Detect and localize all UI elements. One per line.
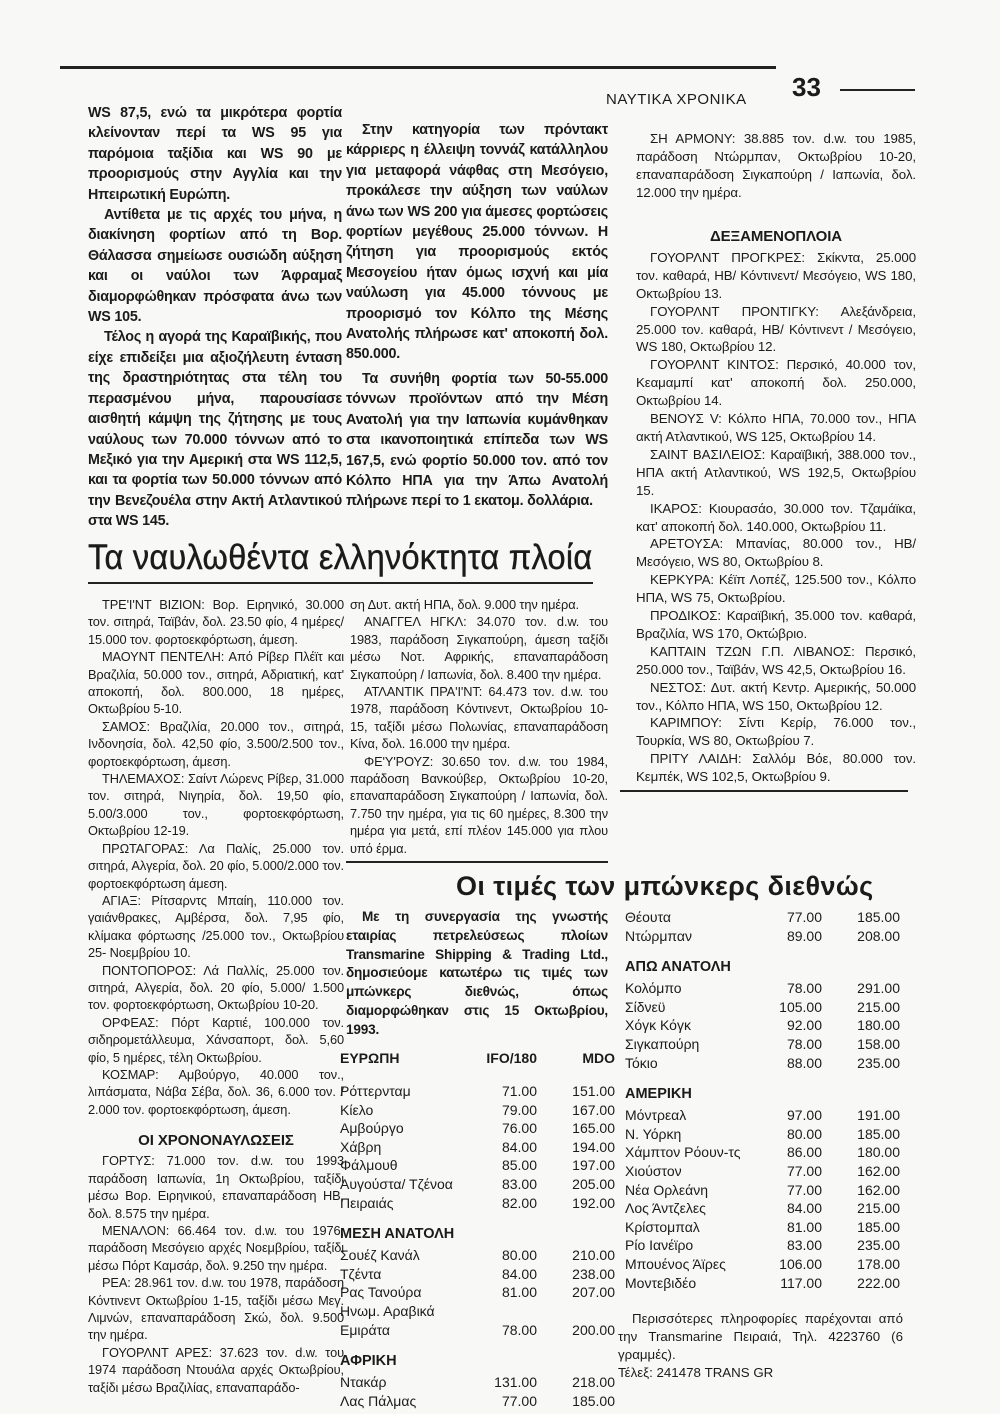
mdo-price: 215.00 [857, 998, 900, 1015]
market-paragraph: WS 87,5, ενώ τα μικρότερα φορτία κλείνονταν περί τα WS 95 για παρόμοια ταξίδια και WS 90 με προορισμούς στην Αγγλία και την Ηπειρωτική Ευρώπη. [88, 105, 342, 203]
ifo-price: 84.00 [501, 1265, 537, 1282]
region-heading: ΑΦΡΙΚΗ [340, 1353, 397, 1370]
mdo-price: 180.00 [857, 1144, 900, 1161]
time-charters-right [636, 130, 916, 202]
tanker-entry: ΚΑΠΤΑΙΝ ΤΖΩΝ Γ.Π. ΛΙΒΑΝΟΣ: Περσικό, 250.000 τον., Ταϊβάν, WS 42,5, Οκτωβρίου 16. [636, 643, 916, 677]
price-row [625, 979, 900, 998]
ifo-price: 78.00 [501, 1321, 537, 1338]
ifo-price: 78.00 [786, 1035, 822, 1052]
fixture-entry: ΜΑΟΥΝΤ ΠΕΝΤΕΛΗ: Από Ρίβερ Πλέϊτ και Βραζιλία, 50.000 τον., σιτηρά, Αδριατική, κατ' αποκοπή, δολ. 800.000, 18 ημέρες, Οκτωβρίου 5-10. [88, 649, 344, 717]
port-name: Θέουτα [625, 909, 671, 925]
bunker-intro-text: Με τη συνεργασία της γνωστής εταιρίας πετρελεύσεως πλοίων Transmarine Shipping & Trading Ltd., δημοσιεύομε κατωτέρω τις τιμές των μπώνκερς διεθνώς, όπως διαμορφώθηκαν στις 15 Οκτωβρίου, 1993. [346, 909, 608, 1037]
port-name: Λος Άντζελες [625, 1200, 706, 1217]
port-name: Λας Πάλμας [340, 1392, 417, 1409]
tanker-entry: ΒΕΝΟΥΣ V: Κόλπο ΗΠΑ, 70.000 τον., ΗΠΑ ακτή Ατλαντικού, WS 125, Οκτωβρίου 14. [636, 411, 916, 444]
fixture-entry: ΤΡΕ'Ι'ΝΤ ΒΙΖΙΟΝ: Βορ. Ειρηνικό, 30.000 τον. σιτηρά, Ταϊβάν, δολ. 23.50 φίο, 4 ημέρες/ 15.000 τον. φορτοεκφόρτωση, άμεση. [88, 597, 344, 647]
mdo-price: 207.00 [572, 1284, 615, 1301]
mdo-price: 151.00 [572, 1083, 615, 1099]
tanker-entry: ΚΑΡΙΜΠΟΥ: Σίντι Κερίρ, 76.000 τον., Τουρκία, WS 80, Οκτωβρίου 7. [636, 715, 916, 749]
headline-rule [88, 582, 593, 584]
ifo-price: 81.00 [786, 1218, 822, 1235]
publication-name: ΝΑΥΤΙΚΑ ΧΡΟΝΙΚΑ [606, 91, 747, 108]
price-row [625, 1054, 900, 1073]
fixture-entry: ΠΟΝΤΟΠΟΡΟΣ: Λά Παλλίς, 25.000 τον. σιτηρά, Αλγερία, δολ. 20 φίο, 5.000/ 1.500 τον. φορτοεκφόρτωση, Οκτωβρίου 10-20. [88, 962, 344, 1013]
tankers-list [636, 249, 916, 786]
mdo-price: 167.00 [572, 1101, 615, 1118]
charter-entry: ΦΕ'Υ'ΡΟΥΖ: 30.650 τον. d.w. του 1984, παράδοση Βανκούβερ, Οκτωβρίου 10-20, επαναπαράδοση Σιγκαπούρη / Ιαπωνία, δολ. 7.750 την ημέρα, για τις 60 ημέρες, 8.300 την ημέρα για μετά, επί πλέον 145.000 για πλου υπό έρμα. [350, 753, 608, 856]
ifo-price: 83.00 [501, 1175, 537, 1192]
mdo-price: 197.00 [572, 1157, 615, 1174]
mdo-price: 185.00 [857, 1125, 900, 1142]
market-report-col1 [88, 103, 342, 532]
mdo-price: 218.00 [572, 1374, 615, 1391]
mdo-price: 192.00 [572, 1194, 615, 1211]
market-report-col2 [346, 120, 608, 512]
mdo-price: 165.00 [572, 1120, 615, 1137]
ifo-price: 77.00 [501, 1392, 537, 1409]
page-number: 33 [792, 72, 821, 102]
fixture-entry: ΑΓΙΑΞ: Ρίτσαρντς Μπαίη, 110.000 τον. γαιάνθρακες, Αμβέρσα, δολ. 7,95 φίο, κλίμακα φόρτωσης /25.000 τον., Οκτωβρίου 25- Νοεμβρίου 10. [88, 892, 344, 961]
port-name: Σιγκαπούρη [625, 1035, 700, 1052]
market-paragraph: Στην κατηγορία των πρόντακτ κάρριερς η έλλειψη τοννάζ κατάλληλου για μεταφορά νάφθας στη Μεσόγειο, προκάλεσε την αύξηση των ναύλων άνω των WS 200 για άμεσες φορτώσεις φορτίων μεγέθους 25.000 τόννων. Η ζήτηση για προορισμούς εκτός Μεσογείου ήταν όμως ισχνή και μία ναύλωση για 45.000 τόννους με προορισμό τον Κόλπο της Μέσης Ανατολής πλήρωσε κατ' αποκοπή δολ. 850.000. [346, 122, 608, 363]
price-row [625, 1199, 900, 1218]
price-row [340, 1283, 615, 1302]
ifo-price: 78.00 [786, 980, 822, 997]
market-paragraph: Αντίθετα με τις αρχές του μήνα, η διακίνηση φορτίων από τη Βορ. Θάλασσα σημείωσε ουσιώδη αύξηση και οι ναύλοι των Άφραμαξ διαμορφώθηκαν πρόσφατα άνω των WS 105. [88, 207, 342, 326]
price-row [340, 1392, 615, 1411]
port-name: Ρας Τανούρα [340, 1284, 422, 1301]
ifo-price: 86.00 [786, 1144, 822, 1161]
mdo-price: 185.00 [857, 909, 900, 925]
bunker-table-left [340, 1050, 615, 1410]
charter-entry: ΑΤΛΑΝΤΙΚ ΠΡΑ'Ι'ΝΤ: 64.473 τον. d.w. του 1978, παράδοση Κόντινεντ, Οκτωβρίου 10-15, ταξίδι μέσω Πολωνίας, επαναπαράδοση Κίνα, δολ. 16.000 την ημέρα. [350, 684, 608, 752]
port-name: Ντακάρ [340, 1374, 387, 1391]
charter-entry: ΓΟΡΤΥΣ: 71.000 τον. d.w. του 1993 παράδοση Ιαπωνία, 1η Οκτωβρίου, ταξίδι μέσω Βορ. Ειρηνικού, επαναπαράδοση ΗΒ, δολ. 8.575 την ημέρα. [88, 1153, 344, 1221]
bunker-left-rows [340, 1082, 615, 1410]
price-row [625, 1181, 900, 1200]
ifo-price: 80.00 [786, 1125, 822, 1142]
ifo-price: 80.00 [501, 1247, 537, 1264]
charter-entry: ΡΕΑ: 28.961 τον. d.w. του 1978, παράδοση Κόντινεντ Οκτωβρίου 1-15, ταξίδι μέσω Μεγ. Λιμνών, επαναπαράδοση Σκώ, δολ. 9.500 την ημέρα. [88, 1275, 344, 1343]
ifo-price: 84.00 [501, 1138, 537, 1155]
mdo-price: 222.00 [857, 1274, 900, 1291]
bunker-table-right [625, 908, 900, 1292]
bunker-footer-telex: Τέλεξ: 241478 TRANS GR [618, 1365, 774, 1380]
time-charters-heading: ΟΙ ΧΡΟΝΟΝΑΥΛΩΣΕΙΣ [138, 1132, 294, 1149]
market-paragraph: Τα συνήθη φορτία των 50-55.000 τόννων προϊόντων από την Μέση Ανατολή για την Ιαπωνία κυμάνθηκαν στα ικανοποιητικά επίπεδα των WS 167,5, ενώ φορτίο 50.000 τον. από τον Κόλπο ΗΠΑ για την Άπω Ανατολή πλήρωνε περί το 1 εκατομ. δολλάρια. [346, 370, 608, 510]
port-name: Ηνωμ. Αραβικά Εμιράτα [340, 1302, 435, 1338]
port-name: Μοντεβιδέο [625, 1274, 697, 1291]
price-row [625, 1035, 900, 1054]
tanker-entry: ΓΟΥΟΡΛΝΤ ΚΙΝΤΟΣ: Περσικό, 40.000 τον, Κεαμαμπί κατ' αποκοπή δολ. 250.000, Οκτωβρίου 14. [636, 357, 916, 409]
tanker-entry: ΚΕΡΚΥΡΑ: Κέϊπ Λοπέζ, 125.500 τον., Κόλπο ΗΠΑ, WS 75, Οκτωβρίου. [636, 572, 916, 606]
price-row [340, 1082, 615, 1101]
price-row [340, 1101, 615, 1120]
fixture-entry: ΠΡΩΤΑΓΟΡΑΣ: Λα Παλίς, 25.000 τον. σιτηρά, Αλγερία, δολ. 20 φίο, 5.000/2.000 τον. φορτοεκφόρτωση άμεση. [88, 840, 344, 891]
price-row [340, 1138, 615, 1157]
charter-entry: ΓΟΥΟΡΛΝΤ ΑΡΕΣ: 37.623 τον. d.w. του 1974 παράδοση Ντουάλα αρχές Οκτωβρίου, ταξίδι μέσω Βραζιλίας, επαναπαράδο- [88, 1344, 344, 1395]
price-row [340, 1373, 615, 1392]
middle-bottom-rule [346, 861, 608, 863]
tanker-entry: ΝΕΣΤΟΣ: Δυτ. ακτή Κεντρ. Αμερικής, 50.000 τον., Κόλπο ΗΠΑ, WS 150, Οκτωβρίου 12. [636, 679, 916, 713]
mdo-price: 185.00 [572, 1392, 615, 1409]
port-name: Ρόττερνταμ [340, 1083, 411, 1099]
price-row [625, 927, 900, 946]
ifo-price: 105.00 [779, 998, 822, 1015]
ifo-price: 77.00 [786, 1181, 822, 1198]
tanker-entry: ΓΟΥΟΡΛΝΤ ΠΡΟΓΚΡΕΣ: Σκίκντα, 25.000 τον. καθαρά, ΗΒ/ Κόντινεντ/ Μεσόγειο, WS 180, Οκτωβρίου 13. [636, 249, 916, 301]
time-charters-left-list [88, 1152, 344, 1396]
bunker-title: Οι τιμές των μπώνκερς διεθνώς [456, 871, 874, 901]
price-row [340, 1302, 615, 1339]
price-row [340, 1246, 615, 1265]
charter-continuation: ση Δυτ. ακτή ΗΠΑ, δολ. 9.000 την ημέρα. [350, 597, 579, 612]
port-name: Αυγούστα/ Τζένοα [340, 1175, 453, 1192]
region-europe-heading: ΕΥΡΩΠΗ [340, 1050, 400, 1066]
port-name: Φάλμουθ [340, 1157, 398, 1174]
tanker-entry: ΙΚΑΡΟΣ: Κιουρασάο, 30.000 τον. Τζαμάϊκα, κατ' αποκοπή δολ. 140.000, Οκτωβρίου 11. [636, 500, 916, 534]
port-name: Μπουένος Άϊρες [625, 1255, 726, 1272]
port-name: Σουέζ Κανάλ [340, 1247, 420, 1264]
page-headline: Τα ναυλωθέντα ελληνόκτητα πλοία [88, 538, 593, 577]
ifo-price: 71.00 [501, 1083, 537, 1099]
ifo-price: 84.00 [786, 1200, 822, 1217]
price-row [340, 1119, 615, 1138]
mdo-price: 185.00 [857, 1218, 900, 1235]
ifo-price: 81.00 [501, 1284, 537, 1301]
time-charters-middle [350, 596, 608, 857]
ifo-price: 92.00 [786, 1017, 822, 1034]
bunker-footer-info: Περισσότερες πληροφορίες παρέχονται από την Transmarine Πειραιά, Τηλ. 4223760 (6 γραμμές). [618, 1311, 903, 1362]
ifo-price: 97.00 [786, 1107, 822, 1124]
region-heading: ΑΠΩ ΑΝΑΤΟΛΗ [625, 959, 731, 976]
bunker-table-header [340, 1050, 615, 1066]
mdo-price: 205.00 [572, 1175, 615, 1192]
price-row [340, 1265, 615, 1284]
charter-entry: ΜΕΝΑΛΟΝ: 66.464 τον. d.w. του 1976, παράδοση Μεσόγειο αρχές Νοεμβρίου, ταξίδι μέσω Πόρτ Καμσάρ, δολ. 9.250 την ημέρα. [88, 1223, 344, 1273]
price-row [625, 1106, 900, 1125]
ifo-price: 89.00 [786, 927, 822, 944]
port-name: Χάβρη [340, 1138, 382, 1155]
price-row [625, 1236, 900, 1255]
dry-fixtures-list [88, 596, 344, 1118]
bunker-intro [346, 908, 608, 1040]
fixture-entry: ΤΗΛΕΜΑΧΟΣ: Σαίντ Λώρενς Ρίβερ, 31.000 τον. σιτηρά, Νιγηρία, δολ. 19,50 φίο, 5.00/3.000 τον., φορτοεκφόρτωση, Οκτωβρίου 12-19. [88, 771, 344, 839]
time-charters-section [88, 1132, 344, 1396]
ifo-price: 77.00 [786, 909, 822, 925]
port-name: Κρίστομπαλ [625, 1218, 700, 1235]
port-name: Χόγκ Κόγκ [625, 1017, 691, 1034]
ifo-price: 76.00 [501, 1120, 537, 1137]
port-name: Ν. Υόρκη [625, 1125, 682, 1142]
port-name: Κολόμπο [625, 980, 682, 997]
ifo-price: 117.00 [780, 1274, 822, 1291]
port-name: Τόκιο [625, 1054, 658, 1071]
ifo-price: 77.00 [786, 1162, 822, 1179]
tanker-entry: ΓΟΥΟΡΛΝΤ ΠΡΟΝΤΙΓΚΥ: Αλεξάνδρεια, 25.000 τον. καθαρά, ΗΒ/ Κόντινεντ / Μεσόγειο, WS 180, Οκτωβρίου 12. [636, 303, 916, 355]
tanker-entry: ΠΡΙΤΥ ΛΑΙΔΗ: Σαλλόμ Βόε, 80.000 τον. Κεμπέκ, WS 102,5, Οκτωβρίου 9. [636, 751, 916, 785]
ifo-price: 88.00 [786, 1054, 822, 1071]
mdo-price: 158.00 [857, 1035, 900, 1052]
price-row [625, 1255, 900, 1274]
price-row [340, 1156, 615, 1175]
mdo-price: 200.00 [572, 1321, 615, 1338]
region-heading: ΜΕΣΗ ΑΝΑΤΟΛΗ [340, 1226, 455, 1243]
ifo-price: 82.00 [501, 1194, 537, 1211]
fixture-entry: ΟΡΦΕΑΣ: Πόρτ Καρτιέ, 100.000 τον. σιδηρομετάλλευμα, Χάνσαπορτ, δολ. 5,60 φίο, 5 ημέρες, τέλη Οκτωβρίου. [88, 1014, 344, 1065]
port-name: Πειραιάς [340, 1194, 394, 1211]
tanker-entry: ΣΑΙΝΤ ΒΑΣΙΛΕΙΟΣ: Καραϊβική, 388.000 τον., ΗΠΑ ακτή Ατλαντικού, WS 192,5, Οκτωβρίου 15. [636, 446, 916, 498]
price-row [625, 1162, 900, 1181]
mdo-price: 208.00 [857, 927, 900, 944]
price-row [340, 1194, 615, 1213]
bunker-right-rows [625, 908, 900, 1292]
mdo-price: 178.00 [857, 1255, 900, 1272]
price-row [625, 1016, 900, 1035]
tankers-section [636, 228, 916, 786]
port-name: Σίδνεϋ [625, 998, 666, 1015]
header-rule-right [840, 89, 915, 91]
mdo-price: 191.00 [857, 1107, 900, 1124]
port-name: Ντώρμπαν [625, 927, 692, 944]
port-name: Ρίο Ιανέϊρο [625, 1237, 694, 1254]
region-heading: ΑΜΕΡΙΚΗ [625, 1086, 692, 1103]
tanker-entry: ΠΡΟΔΙΚΟΣ: Καραϊβική, 35.000 τον. καθαρά, Βραζιλία, WS 170, Οκτώβριο. [636, 608, 916, 641]
port-name: Κίελο [340, 1101, 374, 1118]
port-name: Νέα Ορλεάνη [625, 1181, 709, 1198]
ifo-price: 83.00 [786, 1237, 822, 1254]
mdo-price: 162.00 [857, 1162, 900, 1179]
ifo-price: 79.00 [501, 1101, 537, 1118]
port-name: Χιούστον [625, 1162, 682, 1179]
mdo-price: 210.00 [572, 1247, 615, 1264]
price-row [625, 1218, 900, 1237]
price-row [340, 1175, 615, 1194]
price-row [625, 1125, 900, 1144]
time-charters-middle-list [350, 613, 608, 857]
mdo-price: 291.00 [857, 980, 900, 997]
mdo-price: 215.00 [857, 1200, 900, 1217]
mdo-price: 180.00 [857, 1017, 900, 1034]
price-row [625, 1274, 900, 1293]
charter-entry: ΑΝΑΓΓΕΛ ΗΓΚΛ: 34.070 τον. d.w. του 1983, παράδοση Σιγκαπούρη, άμεση ταξίδι μέσω Νοτ. Αφρικής, επαναπαράδοση Σιγκαπούρη / Ιαπωνία, δολ. 8.400 την ημέρα. [350, 614, 608, 682]
fixture-entry: ΣΑΜΟΣ: Βραζιλία, 20.000 τον., σιτηρά, Ινδονησία, δολ. 42,50 φίο, 3.500/2.500 τον., φορτοεκφόρτωση, άμεση. [88, 718, 344, 769]
charter-entry: ΣΗ ΑΡΜΟΝΥ: 38.885 τον. d.w. του 1985, παράδοση Ντώρμπαν, Οκτωβρίου 10-20, επαναπαράδοση Σιγκαπούρη / Ιαπωνία, δολ. 12.000 την ημέρα. [636, 131, 916, 200]
tanker-entry: ΑΡΕΤΟΥΣΑ: Μπανίας, 80.000 τον., ΗΒ/ Μεσόγειο, WS 80, Οκτωβρίου 8. [636, 536, 916, 570]
mdo-price: 235.00 [857, 1237, 900, 1254]
port-name: Χάμπτον Ρόουν-τς [625, 1144, 741, 1161]
tankers-bottom-rule [620, 790, 908, 792]
port-name: Μόντρεαλ [625, 1107, 687, 1124]
mdo-price: 238.00 [572, 1265, 615, 1282]
mdo-price: 162.00 [857, 1181, 900, 1198]
tankers-heading: ΔΕΞΑΜΕΝΟΠΛΟΙΑ [709, 228, 843, 245]
bunker-footer [618, 1310, 903, 1382]
port-name: Τζέντα [340, 1265, 382, 1282]
ifo-price: 85.00 [501, 1157, 537, 1174]
price-row [625, 998, 900, 1017]
col-ifo-header: IFO/180 [486, 1050, 537, 1066]
mdo-price: 194.00 [572, 1138, 615, 1155]
mdo-price: 235.00 [857, 1054, 900, 1071]
fixture-entry: ΚΟΣΜΑΡ: Αμβούργο, 40.000 τον., λιπάσματα, Νάβα Σέβα, δολ. 36, 6.000 τον. / 2.000 τον. φορτοεκφόρτωση, άμεση. [88, 1066, 344, 1117]
header-rule-left [60, 66, 776, 69]
price-row [625, 908, 900, 927]
col-mdo-header: MDO [582, 1050, 615, 1066]
market-paragraph: Τέλος η αγορά της Καραϊβικής, που είχε επιδείξει μια αξιοζήλευτη ένταση της δραστηριότητας στα τέλη του περασμένου μήνα, παρουσίασε αισθητή κάμψη της ζήτησης με τους ναύλους των 70.000 τόννων από το Μεξικό για την Αμερική στα WS 112,5, και τα φορτία των 50.000 τόννων από την Βενεζουέλα στην Ακτή Ατλαντικού στα WS 145. [88, 329, 342, 530]
ifo-price: 106.00 [779, 1255, 822, 1272]
port-name: Αμβούργο [340, 1120, 404, 1137]
ifo-price: 131.00 [494, 1374, 537, 1391]
price-row [625, 1143, 900, 1162]
